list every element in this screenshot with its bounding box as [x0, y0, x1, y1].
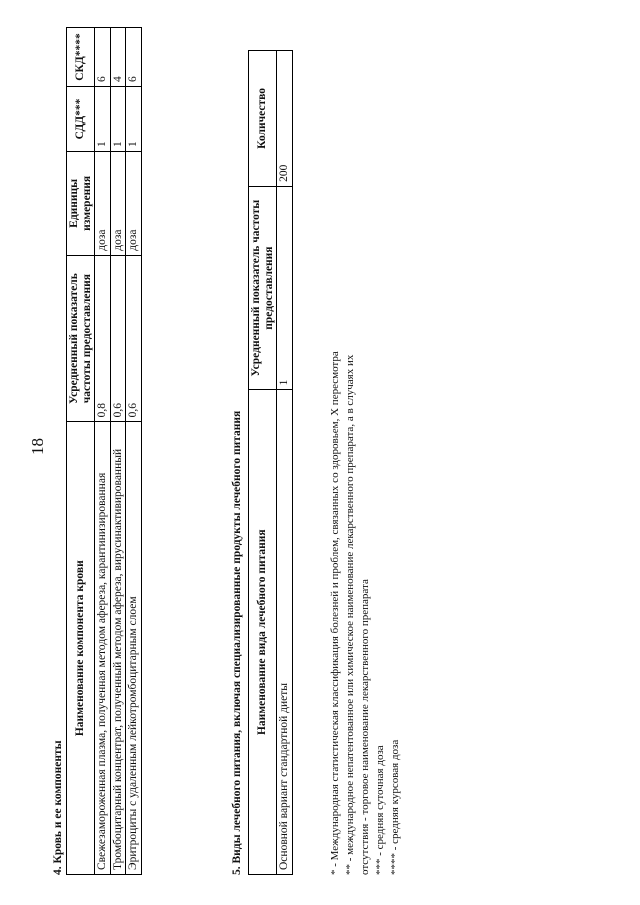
section-4-heading: 4. Кровь и ее компоненты [52, 740, 64, 875]
table-row [126, 28, 142, 875]
header-component-name: Наименование компонента крови [67, 422, 95, 875]
footnote-item: * - Международная статистическая классификация болезней и проблем, связанных со здоровьем, X пересмотра [329, 351, 341, 875]
footnote-item: *** - средняя суточная доза [374, 745, 386, 875]
table-header-row [249, 51, 277, 875]
cell-component-name: Эритроциты с удаленным лейкотромбоцитарным слоем [126, 422, 142, 875]
cell-units: доза [110, 151, 126, 255]
table-row [277, 51, 293, 875]
cell-component-name: Свежезамороженная плазма, полученная методом афереза, карантинизированная [95, 422, 111, 875]
cell-skd: 4 [110, 28, 126, 87]
table-header-row [67, 28, 95, 875]
header-quantity: Количество [249, 51, 277, 187]
cell-frequency: 1 [277, 186, 293, 390]
footnote-item: отсутствия - торговое наименование лекарственного препарата [359, 579, 371, 875]
cell-sdd: 1 [110, 87, 126, 152]
cell-nutrition-type: Основной вариант стандартной диеты [277, 390, 293, 875]
cell-units: доза [95, 151, 111, 255]
cell-frequency: 0,6 [126, 255, 142, 422]
header-units: Единицы измерения [67, 151, 95, 255]
footnote-item: ** - международное непатентованное или химическое наименование лекарственного препарата, а в случаях их [344, 354, 356, 875]
cell-units: доза [126, 151, 142, 255]
cell-frequency: 0,8 [95, 255, 111, 422]
cell-quantity: 200 [277, 51, 293, 187]
table-row [95, 28, 111, 875]
footnote-item: **** - средняя курсовая доза [389, 739, 401, 875]
blood-components-table [66, 27, 142, 875]
footnotes [328, 351, 403, 875]
cell-frequency: 0,6 [110, 255, 126, 422]
page-number: 18 [28, 438, 47, 455]
cell-component-name: Тромбоцитарный концентрат, полученный методом афереза, вирусинактивированный [110, 422, 126, 875]
section-5-heading: 5. Виды лечебного питания, включая специализированные продукты лечебного питания [231, 410, 243, 875]
cell-sdd: 1 [126, 87, 142, 152]
header-frequency: Усредненный показатель частоты предоставления [67, 255, 95, 422]
header-skd: СКД**** [67, 28, 95, 87]
cell-sdd: 1 [95, 87, 111, 152]
cell-skd: 6 [95, 28, 111, 87]
table-row [110, 28, 126, 875]
cell-skd: 6 [126, 28, 142, 87]
header-nutrition-type: Наименование вида лечебного питания [249, 390, 277, 875]
therapeutic-nutrition-table [248, 50, 293, 875]
header-frequency: Усредненный показатель частоты предоставления [249, 186, 277, 390]
header-sdd: СДД*** [67, 87, 95, 152]
